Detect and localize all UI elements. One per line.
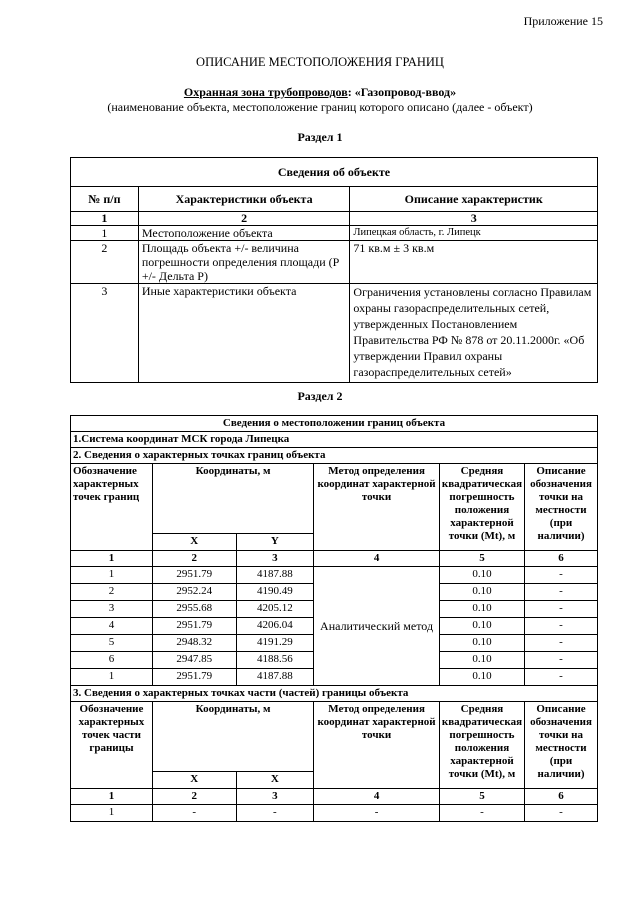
col-error: Средняя квадратическая погрешность положения характерной точки (Mt), м	[439, 464, 524, 551]
point-x: 2947.85	[152, 652, 236, 669]
section2-label: Раздел 2	[297, 389, 343, 403]
col-number: 2	[138, 212, 350, 226]
part-point-desc: -	[525, 805, 598, 822]
part-point-y: -	[236, 805, 314, 822]
object-name-line	[0, 85, 640, 100]
point-error: 0.10	[439, 567, 524, 584]
point-number: 5	[71, 635, 153, 652]
point-number: 1	[71, 669, 153, 686]
part-point-error: -	[439, 805, 524, 822]
row-number: 1	[71, 226, 139, 241]
method-cell: Аналитический метод	[314, 567, 440, 686]
part2-title: 2. Сведения о характерных точках границ объекта	[71, 448, 598, 464]
point-desc: -	[525, 601, 598, 618]
section1-header: Сведения об объекте	[71, 158, 598, 187]
row-characteristic: Местоположение объекта	[138, 226, 350, 241]
point-y: 4190.49	[236, 584, 314, 601]
part3-title: 3. Сведения о характерных точках части (частей) границы объекта	[71, 686, 598, 702]
col-coords: Координаты, м	[152, 464, 313, 534]
row-characteristic: Иные характеристики объекта	[138, 284, 350, 383]
col-number: 2	[152, 551, 236, 567]
col-method: Метод определения координат характерной точки	[314, 464, 440, 551]
point-desc: -	[525, 652, 598, 669]
table-row	[71, 805, 598, 822]
col-x: X	[152, 772, 236, 789]
point-error: 0.10	[439, 618, 524, 635]
col-number: 1	[71, 789, 153, 805]
col-header-number: № п/п	[71, 187, 139, 212]
row-number: 2	[71, 241, 139, 284]
point-x: 2952.24	[152, 584, 236, 601]
part-point-x: -	[152, 805, 236, 822]
object-prefix: Охранная зона трубопроводов	[183, 85, 348, 99]
section1-label: Раздел 1	[297, 130, 343, 144]
point-desc: -	[525, 669, 598, 686]
point-desc: -	[525, 635, 598, 652]
col-header-characteristics: Характеристики объекта	[138, 187, 350, 212]
part-point-number: 1	[71, 805, 153, 822]
appendix-label: Приложение 15	[523, 14, 603, 28]
col-number: 5	[439, 551, 524, 567]
col-coords: Координаты, м	[152, 702, 313, 772]
col-number: 3	[236, 551, 314, 567]
point-desc: -	[525, 567, 598, 584]
col-number: 4	[314, 551, 440, 567]
section2-header: Сведения о местоположении границ объекта	[71, 416, 598, 432]
col-number: 1	[71, 551, 153, 567]
col-error: Средняя квадратическая погрешность положения характерной точки (Mt), м	[439, 702, 524, 789]
section1-table	[70, 157, 598, 383]
point-y: 4188.56	[236, 652, 314, 669]
row-number: 3	[71, 284, 139, 383]
point-error: 0.10	[439, 669, 524, 686]
object-name: : «Газопровод-ввод»	[347, 85, 457, 99]
col-number: 6	[525, 551, 598, 567]
point-number: 6	[71, 652, 153, 669]
col-x: X	[152, 534, 236, 551]
col-number: 6	[525, 789, 598, 805]
col-number: 4	[314, 789, 440, 805]
col-number: 5	[439, 789, 524, 805]
point-desc: -	[525, 618, 598, 635]
col-number: 3	[236, 789, 314, 805]
point-y: 4205.12	[236, 601, 314, 618]
col-header-description: Описание характеристик	[350, 187, 598, 212]
part-point-method: -	[314, 805, 440, 822]
point-number: 3	[71, 601, 153, 618]
point-y: 4206.04	[236, 618, 314, 635]
section2-table	[70, 415, 598, 822]
col-desc: Описание обозначения точки на местности (при наличии)	[525, 464, 598, 551]
point-x: 2951.79	[152, 567, 236, 584]
col-number: 2	[152, 789, 236, 805]
document-title: ОПИСАНИЕ МЕСТОПОЛОЖЕНИЯ ГРАНИЦ	[196, 55, 444, 69]
col-number: 3	[350, 212, 598, 226]
point-x: 2948.32	[152, 635, 236, 652]
table-row	[71, 241, 598, 284]
point-error: 0.10	[439, 601, 524, 618]
table-row	[71, 284, 598, 383]
table-row	[71, 226, 598, 241]
point-error: 0.10	[439, 652, 524, 669]
col-method: Метод определения координат характерной точки	[314, 702, 440, 789]
point-error: 0.10	[439, 635, 524, 652]
point-number: 4	[71, 618, 153, 635]
row-description: 71 кв.м ± 3 кв.м	[350, 241, 598, 284]
col-point-part: Обозначение характерных точек части границы	[71, 702, 153, 789]
row-characteristic: Площадь объекта +/- величина погрешности определения площади (Р +/- Дельта Р)	[138, 241, 350, 284]
col-y: Y	[236, 534, 314, 551]
col-point: Обозначение характерных точек границ	[71, 464, 153, 551]
object-note: (наименование объекта, местоположение границ которого описано (далее - объект)	[107, 100, 533, 114]
point-number: 1	[71, 567, 153, 584]
coord-system: 1.Система координат МСК города Липецка	[71, 432, 598, 448]
row-description: Ограничения установлены согласно Правилам охраны газораспределительных сетей, утвержденных Постановлением Правительства РФ № 878 от 20.11.2000г. «Об утверждении Правил охраны газораспределительных сетей»	[350, 284, 598, 383]
col-number: 1	[71, 212, 139, 226]
point-x: 2951.79	[152, 618, 236, 635]
point-number: 2	[71, 584, 153, 601]
point-y: 4187.88	[236, 669, 314, 686]
row-description: Липецкая область, г. Липецк	[350, 226, 598, 241]
point-y: 4191.29	[236, 635, 314, 652]
point-y: 4187.88	[236, 567, 314, 584]
point-desc: -	[525, 584, 598, 601]
table-row	[71, 567, 598, 584]
point-x: 2951.79	[152, 669, 236, 686]
point-error: 0.10	[439, 584, 524, 601]
point-x: 2955.68	[152, 601, 236, 618]
col-x-second: X	[236, 772, 314, 789]
col-desc: Описание обозначения точки на местности (при наличии)	[525, 702, 598, 789]
